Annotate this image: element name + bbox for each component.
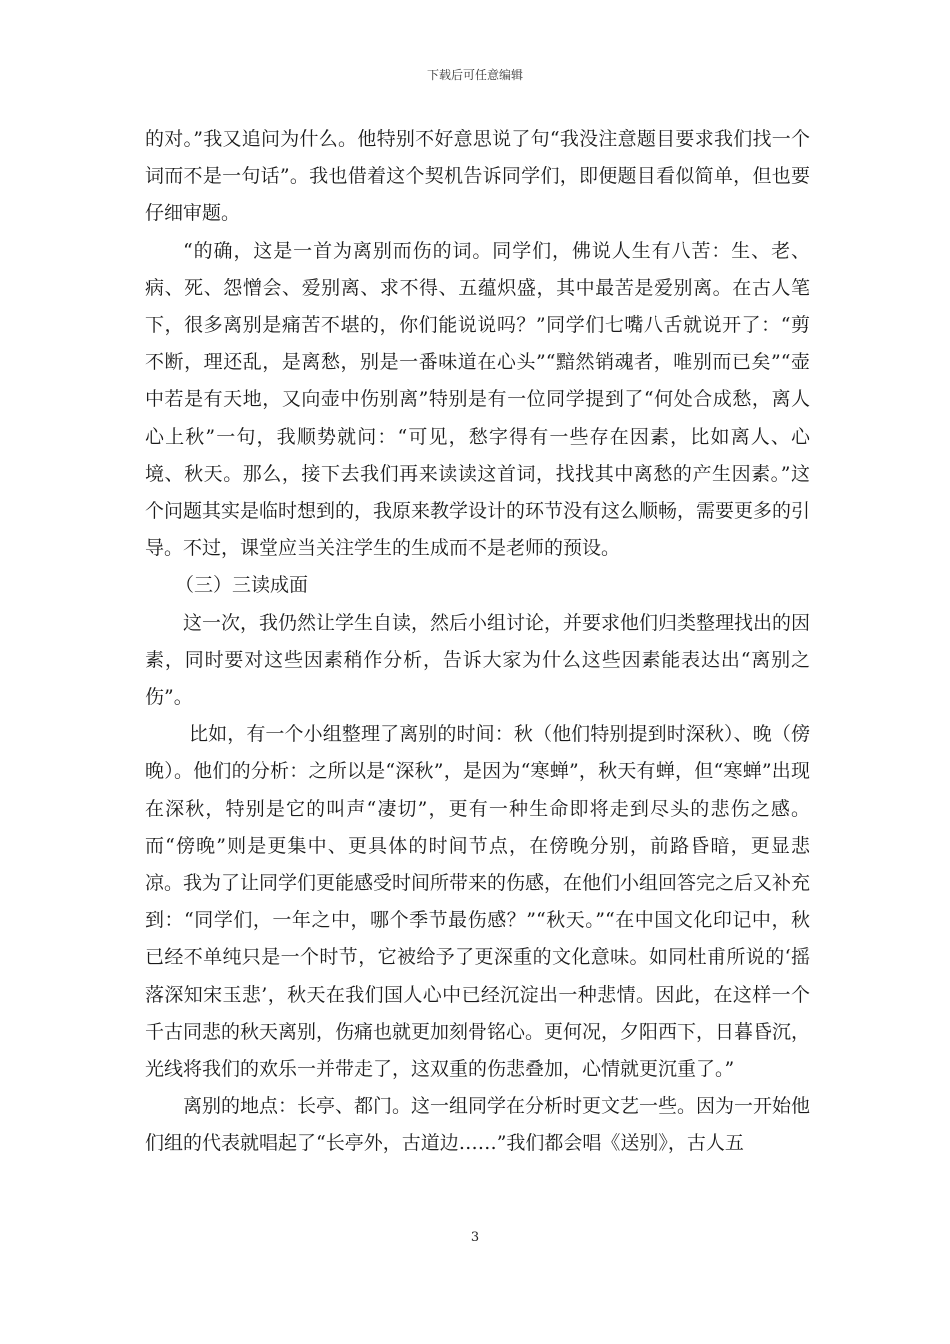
paragraph-time-analysis: 比如，有一个小组整理了离别的时间：秋（他们特别提到时深秋）、晚（傍晚）。他们的分析：之所以是“深秋”，是因为“寒蝉”，秋天有蝉，但“寒蝉”出现在深秋，特别是它的叫声“凄切”，更有一种生命即将走到尽头的悲伤之感。而“傍晚”则是更集中、更具体的时间节点，在傍晚分别，前路昏暗，更显悲凉。我为了让同学们更能感受时间所带来的伤感，在他们小组回答完之后又补充到：“同学们，一年之中，哪个季节最伤感？”“秋天。”“在中国文化印记中，秋已经不单纯只是一个时节，它被给予了更深重的文化意味。如同杜甫所说的‘摇落深知宋玉悲’，秋天在我们国人心中已经沉淀出一种悲情。因此，在这样一个千古同悲的秋天离别，伤痛也就更加刻骨铭心。更何况，夕阳西下，日暮昏沉，光线将我们的欢乐一并带走了，这双重的伤悲叠加，心情就更沉重了。” xyxy=(145,723,811,1081)
page-header: 下载后可任意编辑 xyxy=(426,68,523,82)
paragraph-third-reading: 这一次，我仍然让学生自读，然后小组讨论，并要求他们归类整理找出的因素，同时要对这些因素稍作分析，告诉大家为什么这些因素能表达出“离别之伤”。 xyxy=(145,611,811,709)
paragraph-continued: 的对。”我又追问为什么。他特别不好意思说了句“我没注意题目要求我们找一个词而不是一句话”。我也借着这个契机告诉同学们，即便题目看似简单，但也要仔细审题。 xyxy=(145,128,810,225)
paragraph-place-analysis: 离别的地点：长亭、都门。这一组同学在分析时更文艺一些。因为一开始他们组的代表就唱起了“长亭外，古道边……”我们都会唱《送别》，古人五 xyxy=(145,1095,811,1155)
section-heading: （三）三读成面 xyxy=(175,574,309,597)
page-number: 3 xyxy=(470,1230,480,1245)
paragraph-quote-dialogue: “的确，这是一首为离别而伤的词。同学们，佛说人生有八苦：生、老、病、死、怨憎会、爱别离、求不得、五蕴炽盛，其中最苦是爱别离。在古人笔下，很多离别是痛苦不堪的，你们能说说吗？”同学们七嘴八舌就说开了：“剪不断，理还乱，是离愁，别是一番味道在心头”“黯然销魂者，唯别而已矣”“壶中若是有天地，又向壶中伤别离”特别是有一位同学提到了“何处合成愁，离人心上秋”一句，我顺势就问：“可见，愁字得有一些存在因素，比如离人、心境、秋天。那么，接下去我们再来读读这首词，找找其中离愁的产生因素。”这个问题其实是临时想到的，我原来教学设计的环节没有这么顺畅，需要更多的引导。不过，课堂应当关注学生的生成而不是老师的预设。 xyxy=(145,239,811,560)
document-body xyxy=(145,121,810,1163)
